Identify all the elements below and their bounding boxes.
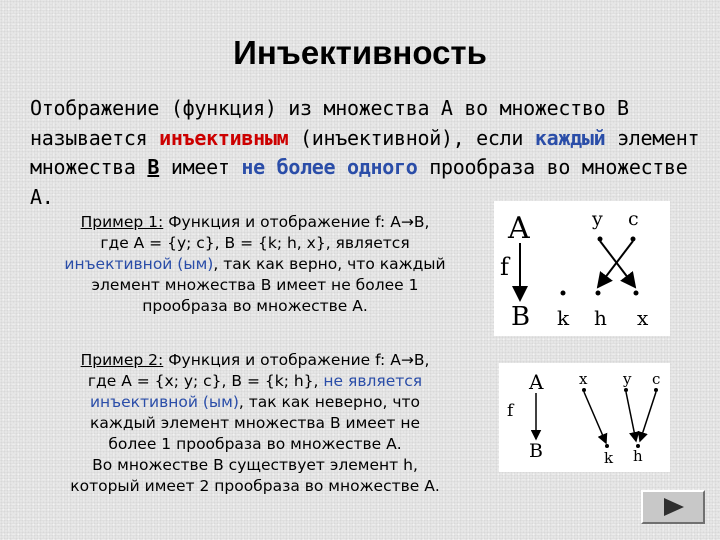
example-1-label: Пример 1: — [80, 213, 164, 231]
example-1-line-2: где А = {y; c}, В = {k; h, x}, является — [100, 234, 410, 252]
diagram-2-arrow-c-h — [640, 392, 656, 441]
example-1-line-1 — [26, 212, 484, 233]
example-2-line-3 — [26, 392, 484, 413]
diagram-1-svg — [494, 201, 670, 336]
example-2-line-7: который имеет 2 прообраза во множестве А. — [70, 477, 440, 495]
diagram-2 — [499, 363, 670, 472]
diagram-1-label-A: A — [508, 211, 530, 246]
definition-each-word: каждый — [534, 125, 606, 150]
definition-text — [30, 94, 700, 212]
diagram-2-label-f: f — [507, 401, 514, 421]
diagram-1-point-c — [631, 237, 636, 242]
example-2-line-1 — [26, 350, 484, 371]
example-2-line-4: каждый элемент множества B имеет не — [90, 414, 420, 432]
definition-part2: (инъективной), если — [288, 125, 535, 150]
arrow-symbol: → — [400, 213, 414, 231]
diagram-1-point-y — [598, 237, 603, 242]
example-2-label: Пример 2: — [80, 351, 164, 369]
definition-part1: Отображение (функция) из множества А во множество В называется — [30, 96, 629, 150]
definition-injective-word: инъективным — [159, 125, 289, 150]
slide-title: Инъективность — [233, 34, 487, 71]
diagram-2-label-y: y — [623, 370, 632, 388]
example-2-line-1-end: B, — [413, 351, 430, 369]
play-triangle-icon — [662, 497, 686, 517]
diagram-1-label-c: c — [628, 208, 639, 230]
example-2-injective-phrase: инъективной (ым) — [89, 393, 239, 411]
diagram-1-label-h: h — [594, 306, 607, 330]
example-1-line-1-end: B, — [413, 213, 430, 231]
example-2-line-2-text: где А = {x; y; c}, В = {k; h}, — [87, 372, 324, 390]
definition-part4: имеет — [159, 155, 242, 179]
diagram-1-label-B: B — [511, 302, 531, 332]
diagram-1 — [494, 201, 670, 336]
definition-part5: прообраза во множестве А. — [30, 155, 688, 209]
example-1-injective-phrase: инъективной (ым) — [64, 255, 214, 273]
diagram-2-label-k: k — [604, 449, 614, 467]
diagram-2-label-A: A — [529, 370, 544, 394]
diagram-2-point-x — [582, 388, 586, 392]
example-2-line-2 — [26, 371, 484, 392]
next-slide-button[interactable] — [641, 490, 705, 524]
arrow-symbol: → — [400, 351, 414, 369]
diagram-1-point-x — [634, 291, 639, 296]
diagram-1-label-k: k — [557, 306, 570, 330]
definition-at-most-one: не более одного — [241, 155, 418, 179]
example-1-line-1-text: Функция и отображение f: A — [163, 213, 401, 231]
example-1 — [26, 212, 484, 317]
definition-set-b: В — [147, 155, 160, 179]
example-2 — [26, 350, 484, 497]
diagram-2-point-c — [654, 388, 658, 392]
example-2-not-is: не является — [323, 372, 423, 390]
diagram-2-label-x: x — [579, 370, 588, 388]
diagram-2-svg — [499, 363, 670, 472]
diagram-2-label-B: B — [529, 440, 543, 462]
diagram-2-label-h: h — [633, 447, 643, 465]
diagram-1-point-k — [561, 291, 566, 296]
diagram-2-point-y — [624, 388, 628, 392]
definition-part3: элемент множества — [30, 125, 700, 179]
example-2-line-1-text: Функция и отображение f: A — [163, 351, 401, 369]
diagram-2-point-k — [605, 444, 609, 448]
diagram-2-arrow-y-h — [626, 392, 636, 441]
example-2-line-6: Во множестве B существует элемент h, — [92, 456, 418, 474]
diagram-1-arrow-c-k — [598, 241, 633, 287]
diagram-2-label-c: c — [652, 370, 661, 388]
example-1-line-3-text: , так как верно, что каждый — [213, 255, 446, 273]
diagram-1-point-h — [596, 291, 601, 296]
example-1-line-5: прообраза во множестве А. — [142, 297, 368, 315]
diagram-1-label-f: f — [500, 253, 509, 281]
example-1-line-3 — [26, 254, 484, 275]
example-2-line-3-text: , так как неверно, что — [238, 393, 421, 411]
example-2-line-5: более 1 прообраза во множестве А. — [108, 435, 402, 453]
example-1-line-4: элемент множества B имеет не более 1 — [91, 276, 419, 294]
diagram-1-label-y: y — [592, 208, 603, 230]
diagram-2-arrow-x-k — [584, 392, 606, 443]
diagram-1-arrow-y-x — [600, 241, 635, 287]
diagram-1-label-x: x — [637, 306, 649, 330]
